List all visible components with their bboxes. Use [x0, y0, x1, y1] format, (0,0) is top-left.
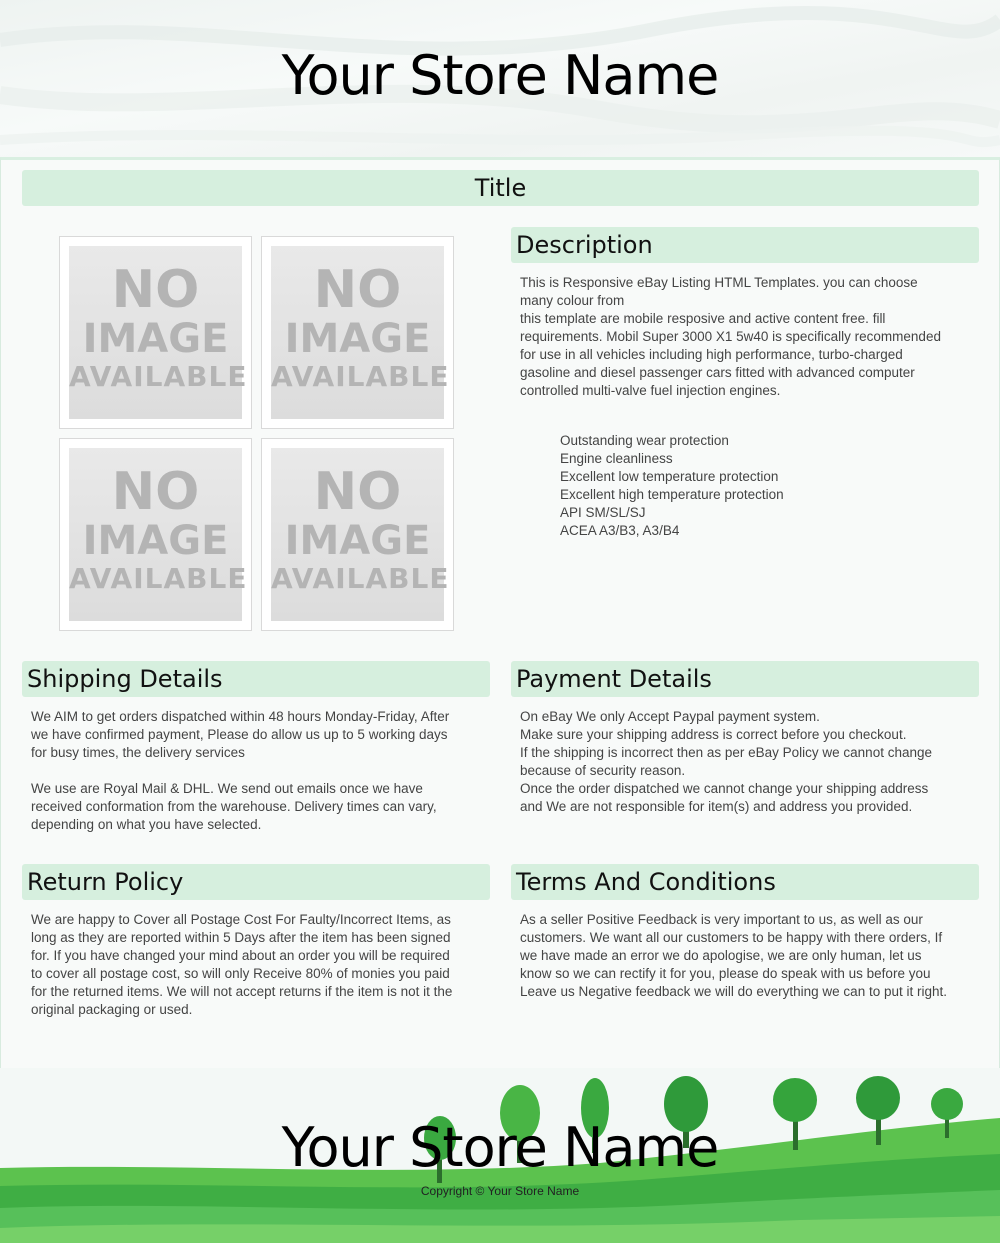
description-heading: Description — [511, 227, 979, 263]
feature-item: Excellent low temperature protection — [560, 469, 779, 484]
no-image-placeholder: NO IMAGE AVAILABLE — [271, 448, 444, 621]
listing-title: Title — [22, 170, 979, 206]
listing-content — [0, 157, 1000, 1069]
gallery-image-1[interactable] — [59, 236, 252, 429]
feature-item: Outstanding wear protection — [560, 433, 729, 448]
gallery-image-4[interactable] — [261, 438, 454, 631]
payment-text: On eBay We only Accept Paypal payment system. Make sure your shipping address is correct before you checkout. If the shipping is incorrect then as per eBay Policy we cannot change because of security reason. Once the order dispatched we cannot change your shipping address and We are not responsible for item(s) and address you provided. — [520, 709, 932, 814]
return-policy-text: We are happy to Cover all Postage Cost For Faulty/Incorrect Items, as long as they are reported within 5 Days after the item has been signed for. If you have changed your mind about an order you will be required to cover all postage cost, so will only Receive 80% of monies you paid for the returned items. We will not accept returns if the item is not it the original packaging or used. — [31, 912, 453, 1017]
no-image-placeholder: NO IMAGE AVAILABLE — [271, 246, 444, 419]
no-image-placeholder: NO IMAGE AVAILABLE — [69, 246, 242, 419]
shipping-text: We AIM to get orders dispatched within 48 hours Monday-Friday, After we have confirmed payment, Please do allow us up to 5 working days for busy times, the delivery services We use are Royal Mail & DHL. We send out emails once we have received conformation from the warehouse. Delivery times can vary, depending on what you have selected. — [31, 709, 450, 832]
feature-item: ACEA A3/B3, A3/B4 — [560, 523, 680, 538]
payment-heading: Payment Details — [511, 661, 979, 697]
no-image-placeholder: NO IMAGE AVAILABLE — [69, 448, 242, 621]
header-banner — [0, 0, 1000, 157]
gallery-image-3[interactable] — [59, 438, 252, 631]
return-policy-heading: Return Policy — [22, 864, 490, 900]
copyright-text: Copyright © Your Store Name — [420, 1184, 580, 1198]
terms-heading: Terms And Conditions — [511, 864, 979, 900]
feature-item: Excellent high temperature protection — [560, 487, 784, 502]
feature-item: API SM/SL/SJ — [560, 505, 646, 520]
footer-banner — [0, 1068, 1000, 1243]
footer-store-name: Your Store Name — [281, 1116, 719, 1179]
store-name-heading: Your Store Name — [281, 44, 719, 107]
shipping-heading: Shipping Details — [22, 661, 490, 697]
feature-item: Engine cleanliness — [560, 451, 673, 466]
terms-text: As a seller Positive Feedback is very important to us, as well as our customers. We want all our customers to be happy with there orders, If we have made an error we do apologise, we are only human, let us know so we can rectify it for you, please do speak with us before you Leave us Negative feedback we will do everything we can to put it right. — [520, 912, 947, 999]
description-text: This is Responsive eBay Listing HTML Templates. you can choose many colour from this template are mobile resposive and active content free. fill requirements. Mobil Super 3000 X1 5w40 is specifically recommended for use in all vehicles including high performance, turbo-charged gasoline and diesel passenger cars fitted with advanced computer controlled multi-valve fuel injection engines. — [520, 275, 941, 398]
feature-list — [560, 432, 784, 540]
gallery-image-2[interactable] — [261, 236, 454, 429]
